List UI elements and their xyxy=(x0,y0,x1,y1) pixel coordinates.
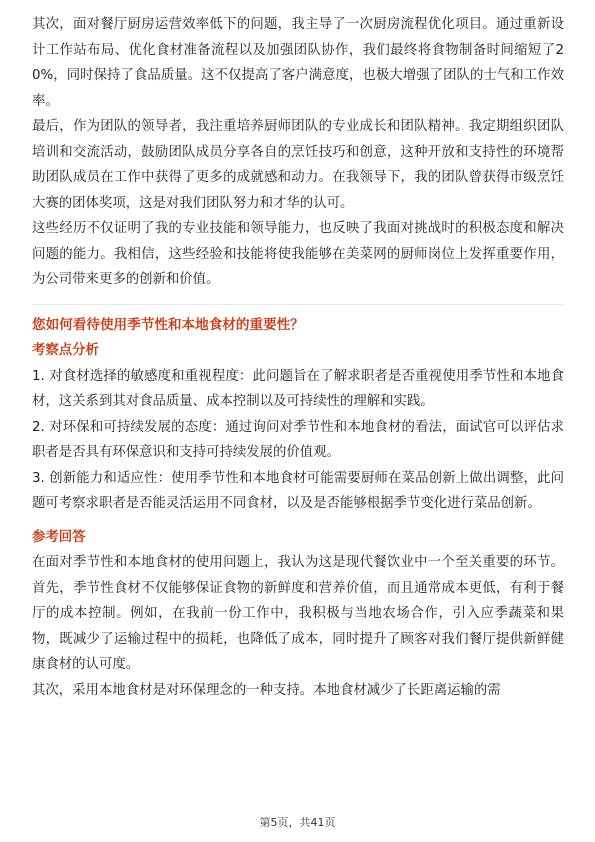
page-number: 第5页，共41页 xyxy=(259,816,336,829)
analysis-point: 3. 创新能力和适应性：使用季节性和本地食材可能需要厨师在菜品创新上做出调整，此问题可考察求职者是否能灵活运用不同食材，以及是否能够根据季节变化进行菜品创新。 xyxy=(32,470,564,511)
previous-answer-paragraph: 其次，面对餐厅厨房运营效率低下的问题，我主导了一次厨房流程优化项目。通过重新设计工作站布局、优化食材准备流程以及加强团队协作，我们最终将食物制备时间缩短了20%，同时保持了食品质量。这不仅提高了客户满意度，也极大增强了团队的士气和工作效率。 xyxy=(32,17,564,109)
answer-paragraph: 其次，采用本地食材是对环保理念的一种支持。本地食材减少了长距离运输的需 xyxy=(32,682,501,698)
previous-answer-paragraph: 这些经历不仅证明了我的专业技能和领导能力，也反映了我面对挑战时的积极态度和解决问题的能力。我相信，这些经验和技能将使我能够在美菜网的厨师岗位上发挥重要作用，为公司带来更多的创新和价值。 xyxy=(32,221,564,287)
answer-paragraph: 在面对季节性和本地食材的使用问题上，我认为这是现代餐饮业中一个至关重要的环节。首先，季节性食材不仅能够保证食物的新鲜度和营养价值，而且通常成本更低，有利于餐厅的成本控制。例如，在我前一份工作中，我积极与当地农场合作，引入应季蔬菜和果物，既减少了运输过程中的损耗，也降低了成本，同时提升了顾客对我们餐厅提供新鲜健康食材的认可度。 xyxy=(32,555,564,672)
question-title: 您如何看待使用季节性和本地食材的重要性？ xyxy=(32,316,304,333)
document-page xyxy=(32,12,564,703)
answer-heading: 参考回答 xyxy=(32,529,86,545)
analysis-point: 1. 对食材选择的敏感度和重视程度：此问题旨在了解求职者是否重视使用季节性和本地食材，这关系到其对食品质量、成本控制以及可持续性的理解和实践。 xyxy=(32,368,564,409)
spacer xyxy=(32,517,564,525)
analysis-point: 2. 对环保和可持续发展的态度：通过询问对季节性和本地食材的看法，面试官可以评估求职者是否具有环保意识和支持可持续发展的价值观。 xyxy=(32,419,564,460)
section-divider xyxy=(32,304,564,305)
analysis-heading: 考察点分析 xyxy=(32,343,99,358)
previous-answer-paragraph: 最后，作为团队的领导者，我注重培养厨师团队的专业成长和团队精神。我定期组织团队培训和交流活动，鼓励团队成员分享各自的烹饪技巧和创意，这种开放和支持性的环境帮助团队成员在工作中获得了更多的成就感和动力。在我领导下，我的团队曾获得市级烹饪大赛的团体奖项，这是对我们团队努力和才华的认可。 xyxy=(32,119,564,211)
